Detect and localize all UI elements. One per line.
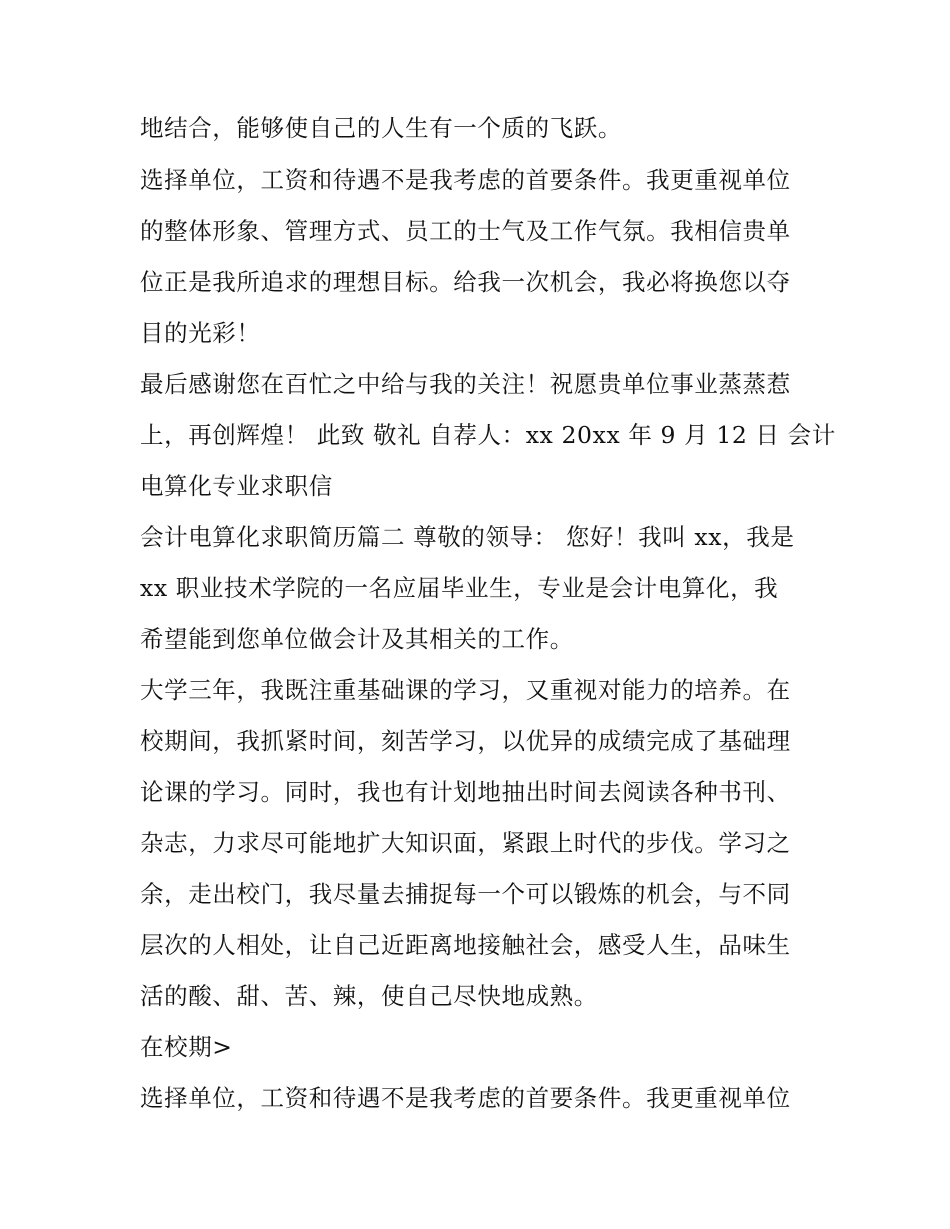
text-line: 电算化专业求职信 xyxy=(140,472,333,500)
text-line: 地结合，能够使自己的人生有一个质的飞跃。 xyxy=(140,114,622,142)
text-line: 选择单位，工资和待遇不是我考虑的首要条件。我更重视单位 xyxy=(140,166,791,194)
text-line: 杂志，力求尽可能地扩大知识面，紧跟上时代的步伐。学习之 xyxy=(140,829,791,857)
text-line: 选择单位，工资和待遇不是我考虑的首要条件。我更重视单位 xyxy=(140,1084,791,1112)
text-line: 层次的人相处，让自己近距离地接触社会，感受人生，品味生 xyxy=(140,931,791,959)
text-line: xx 职业技术学院的一名应届毕业生，专业是会计电算化，我 xyxy=(140,574,779,602)
text-line: 校期间，我抓紧时间，刻苦学习，以优异的成绩完成了基础理 xyxy=(140,727,791,755)
text-line: 最后感谢您在百忙之中给与我的关注！祝愿贵单位事业蒸蒸惹 xyxy=(140,370,791,398)
text-line: 上，再创辉煌！ 此致 敬礼 自荐人：xx 20xx 年 9 月 12 日 会计 xyxy=(140,421,836,449)
text-line: 论课的学习。同时，我也有计划地抽出时间去阅读各种书刊、 xyxy=(140,778,791,806)
text-line: 活的酸、甜、苦、辣，使自己尽快地成熟。 xyxy=(140,982,598,1010)
text-line: 在校期> xyxy=(140,1033,233,1061)
text-line: 希望能到您单位做会计及其相关的工作。 xyxy=(140,625,574,653)
text-line: 会计电算化求职简历篇二 尊敬的领导： 您好！我叫 xx，我是 xyxy=(140,523,795,551)
text-line: 目的光彩！ xyxy=(140,319,261,347)
text-line: 位正是我所追求的理想目标。给我一次机会，我必将换您以夺 xyxy=(140,268,791,296)
text-line: 大学三年，我既注重基础课的学习，又重视对能力的培养。在 xyxy=(140,676,791,704)
text-line: 的整体形象、管理方式、员工的士气及工作气氛。我相信贵单 xyxy=(140,217,791,245)
text-line: 余，走出校门，我尽量去捕捉每一个可以锻炼的机会，与不同 xyxy=(140,880,791,908)
